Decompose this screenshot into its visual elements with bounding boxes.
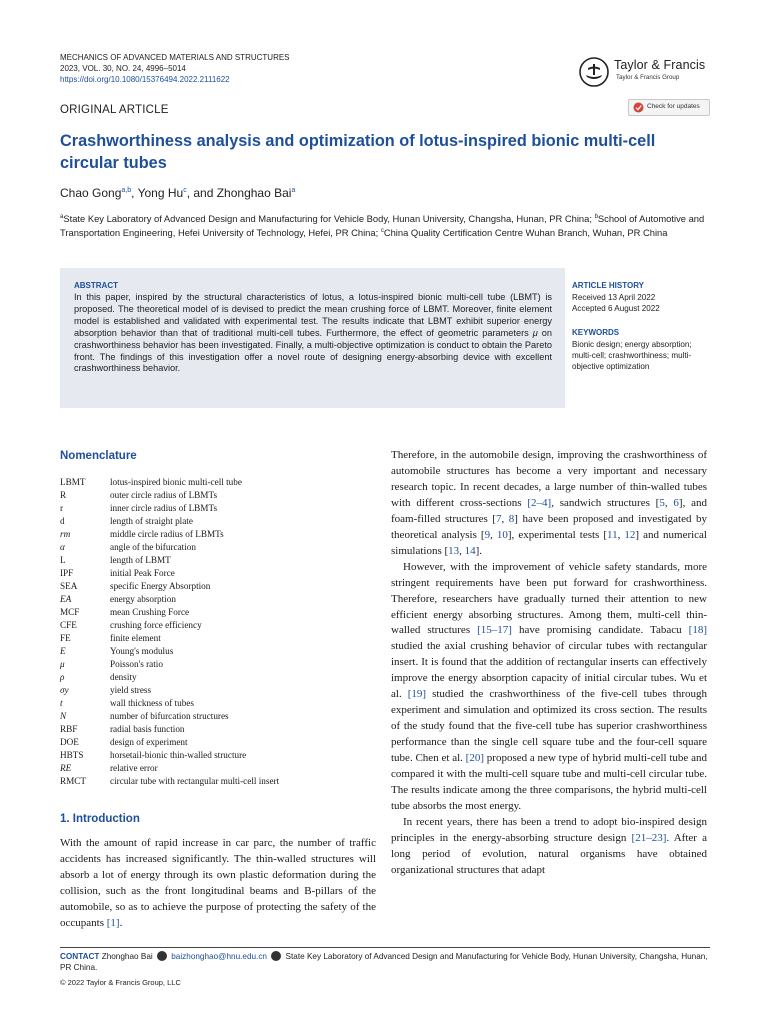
nomen-abbr: RMCT xyxy=(60,776,87,786)
citation-link[interactable]: [2–4] xyxy=(527,496,552,509)
citation-link[interactable]: 13 xyxy=(448,544,460,557)
citation-link[interactable]: 9 xyxy=(484,528,491,541)
nomenclature-row xyxy=(60,671,360,684)
body-text: , xyxy=(617,528,625,541)
nomen-abbr: L xyxy=(60,555,66,565)
footer-rule xyxy=(60,947,710,948)
nomen-def: length of straight plate xyxy=(110,516,193,526)
accepted-date: Accepted 6 August 2022 xyxy=(572,304,660,313)
address-icon xyxy=(271,951,281,961)
citation-link[interactable]: [18] xyxy=(688,624,707,637)
nomen-abbr: R xyxy=(60,490,67,500)
nomen-def: relative error xyxy=(110,763,158,773)
nomen-abbr: RBF xyxy=(60,724,78,734)
taylor-francis-logo-icon xyxy=(578,56,610,88)
citation-link[interactable]: 12 xyxy=(624,528,636,541)
nomen-def: crushing force efficiency xyxy=(110,620,202,630)
nomen-abbr: N xyxy=(60,711,67,721)
nomenclature-row xyxy=(60,528,360,541)
nomenclature-row xyxy=(60,580,360,593)
body-text: , xyxy=(664,496,674,509)
nomenclature-row xyxy=(60,736,360,749)
nomen-abbr: SEA xyxy=(60,581,78,591)
author-name[interactable]: Zhonghao Bai xyxy=(216,186,292,200)
nomen-def: wall thickness of tubes xyxy=(110,698,194,708)
body-text: studied the axial crushing behavior of circular tubes with rectangular insert. It is found that the addition of rectangular inserts can effectively improve the energy absorption capacity of initial circular tubes. Wu et al. xyxy=(391,640,707,701)
author-name[interactable]: Yong Hu xyxy=(137,186,184,200)
nomen-abbr: σy xyxy=(60,685,69,695)
body-text: Therefore, in the automobile design, improving the crashworthiness of automobile structures has become a very important and necessary research topic. In recent decades, a large number of thin-walled tubes with different cross-sections xyxy=(391,449,707,509)
nomen-def: yield stress xyxy=(110,685,152,695)
contact-email[interactable]: baizhonghao@hnu.edu.cn xyxy=(171,952,267,961)
nomen-def: length of LBMT xyxy=(110,555,171,565)
abstract-part: on crashworthiness behavior has been investigated. Finally, a multi-objective optimization is conduct to obtain the Pareto front. The findings of this investigation offer a novel route of designing energy-absorbing device with excellent crashworthiness behavior. xyxy=(74,327,552,374)
abstract-heading: ABSTRACT xyxy=(74,281,118,290)
publisher-group: Taylor & Francis Group xyxy=(616,74,680,81)
abstract-symbol: μ xyxy=(532,327,538,338)
nomen-def: radial basis function xyxy=(110,724,185,734)
citation-link[interactable]: [20] xyxy=(465,752,484,765)
nomenclature-row xyxy=(60,684,360,697)
nomen-abbr: MCF xyxy=(60,607,80,617)
publisher-name: Taylor & Francis xyxy=(614,58,706,72)
abstract-text xyxy=(74,292,552,375)
abstract-part: In this paper, inspired by the structural characteristics of lotus, a lotus-inspired bionic multi-cell tube (LBMT) is proposed. The theoretical model of is devised to predict the mean crushing force of LBMT. Moreover, finite element model is established and validated with experimental test. The results indicate that LBMT exhibit superior energy absorption behavior than that of traditional multi-cell tubes. Furthermore, the effect of geometric parameters xyxy=(74,292,552,338)
nomen-def: energy absorption xyxy=(110,594,176,604)
nomenclature-row xyxy=(60,723,360,736)
body-text: With the amount of rapid increase in car parc, the number of traffic accidents has increased significantly. The thin-walled structures will absorb a lot of energy through its own plastic deformation during the collision, such as the front longitudinal beams and B-pillars of the automobile, so as to achieve the purpose of protecting the safety of the occupants xyxy=(60,837,376,929)
check-updates-label: Check for updates xyxy=(647,103,700,110)
nomenclature-row xyxy=(60,658,360,671)
nomenclature-row xyxy=(60,775,360,788)
nomenclature-row xyxy=(60,515,360,528)
right-column-text xyxy=(391,448,707,879)
article-history-heading: ARTICLE HISTORY xyxy=(572,281,645,290)
nomen-abbr: LBMT xyxy=(60,477,86,487)
nomen-def: lotus-inspired bionic multi-cell tube xyxy=(110,477,242,487)
nomen-abbr: μ xyxy=(60,659,65,669)
nomenclature-heading: Nomenclature xyxy=(60,450,137,462)
citation-link[interactable]: 11 xyxy=(607,528,618,541)
introduction-heading: 1. Introduction xyxy=(60,813,140,825)
body-text: , xyxy=(459,544,465,557)
nomen-abbr: RE xyxy=(60,763,72,773)
author-separator: , xyxy=(131,186,138,200)
body-text: . After a long period of evolution, natural organisms have obtained organizational structures that adapt xyxy=(391,831,708,876)
affil-mark: c xyxy=(380,228,384,235)
nomenclature-row xyxy=(60,502,360,515)
contact-address: State Key Laboratory of Advanced Design and Manufacturing for Vehicle Body, Hunan University, Changsha, Hunan, PR China. xyxy=(60,952,708,972)
journal-info xyxy=(60,52,290,85)
nomen-def: middle circle radius of LBMTs xyxy=(110,529,224,539)
nomen-abbr: ρ xyxy=(60,672,65,682)
citation-link[interactable]: 7 xyxy=(495,512,502,525)
contact-name: Zhonghao Bai xyxy=(101,952,153,961)
nomenclature-row xyxy=(60,762,360,775)
nomen-def: finite element xyxy=(110,633,161,643)
nomenclature-row xyxy=(60,697,360,710)
citation-link[interactable]: [1] xyxy=(106,916,120,929)
affiliation-b: School of Automotive and Transportation Engineering, Hefei University of Technology, Hefei, PR China; xyxy=(60,213,705,239)
citation-link[interactable]: 10 xyxy=(496,528,508,541)
keywords-heading: KEYWORDS xyxy=(572,328,620,337)
nomen-abbr: EA xyxy=(60,594,72,604)
nomenclature-row xyxy=(60,541,360,554)
affiliations xyxy=(60,211,710,239)
nomenclature-row xyxy=(60,645,360,658)
body-text: ] and numerical simulations [ xyxy=(391,528,707,557)
nomen-def: specific Energy Absorption xyxy=(110,581,211,591)
nomen-def: density xyxy=(110,672,137,682)
citation-link[interactable]: 5 xyxy=(659,496,665,509)
body-text: studied the crashworthiness of the five-cell tubes through experiment and simulation and optimized its cross section. The results of the study found that the five-cell tube has superior crashworthiness performance than the single cell square tube and the four-cell square tube. Chen et al. xyxy=(391,688,707,765)
nomen-abbr: HBTS xyxy=(60,750,84,760)
doi-link[interactable]: https://doi.org/10.1080/15376494.2022.2111622 xyxy=(60,75,230,84)
nomenclature-row xyxy=(60,567,360,580)
nomen-abbr: d xyxy=(60,516,65,526)
body-text: proposed a new type of hybrid multi-cell tube and compared it with the multi-cell square tube and multi-cell circular tube. The results indicate among the three comparisons, the hybrid multi-cell tube absorbs the most energy. xyxy=(391,752,707,812)
nomenclature-row xyxy=(60,632,360,645)
nomen-def: horsetail-bionic thin-walled structure xyxy=(110,750,247,760)
nomen-def: number of bifurcation structures xyxy=(110,711,229,721)
author-affil-mark: c xyxy=(183,187,187,194)
body-text: ] have been proposed and investigated by theoretical analysis [ xyxy=(391,512,707,541)
citation-link[interactable]: 8 xyxy=(508,512,515,525)
affiliation-c: China Quality Certification Centre Wuhan Branch, Wuhan, PR China xyxy=(383,227,668,239)
check-updates-icon xyxy=(633,102,644,113)
nomen-abbr: E xyxy=(60,646,66,656)
introduction-text xyxy=(60,836,376,932)
citation-link[interactable]: [21–23] xyxy=(631,831,667,844)
nomen-def: Young's modulus xyxy=(110,646,174,656)
nomenclature-row xyxy=(60,749,360,762)
citation-link[interactable]: [19] xyxy=(407,688,427,701)
nomenclature-row xyxy=(60,606,360,619)
nomen-abbr: t xyxy=(60,698,63,708)
citation-link[interactable]: 6 xyxy=(673,496,679,509)
authors xyxy=(60,186,295,200)
author-affil-mark: a,b xyxy=(121,187,132,194)
nomen-abbr: DOE xyxy=(60,737,79,747)
nomen-def: outer circle radius of LBMTs xyxy=(110,490,218,500)
affil-mark: b xyxy=(594,214,598,220)
nomen-def: angle of the bifurcation xyxy=(110,542,196,552)
article-history xyxy=(572,292,712,314)
nomen-abbr: IPF xyxy=(60,568,74,578)
citation-link[interactable]: [15–17] xyxy=(477,624,512,637)
affil-mark: a xyxy=(60,214,64,220)
affiliation-a: State Key Laboratory of Advanced Design and Manufacturing for Vehicle Body, Hunan University, Changsha, Hunan, PR China; xyxy=(63,213,595,225)
nomen-abbr: r xyxy=(60,503,64,513)
body-text: ], and foam-filled structures [ xyxy=(391,496,708,525)
nomen-abbr: CFE xyxy=(60,620,77,630)
body-text: , sandwich structures [ xyxy=(551,496,660,509)
copyright: © 2022 Taylor & Francis Group, LLC xyxy=(60,978,181,987)
author-separator: , and xyxy=(186,186,217,200)
nomenclature-row xyxy=(60,619,360,632)
body-text: However, with the improvement of vehicle safety standards, more stringent requirements have been put forward for crashworthiness. Therefore, researchers have gradually turned their attention to new efficient energy absorbing structures. Among them, multi-cell thin-walled structures xyxy=(391,560,707,637)
nomen-abbr: α xyxy=(60,542,65,552)
nomen-def: Poisson's ratio xyxy=(110,659,163,669)
body-text: ], experimental tests [ xyxy=(507,528,608,541)
nomen-abbr: FE xyxy=(60,633,71,643)
nomenclature-row xyxy=(60,476,360,489)
nomen-def: initial Peak Force xyxy=(110,568,175,578)
body-text: , xyxy=(490,528,497,541)
nomenclature-row xyxy=(60,489,360,502)
nomenclature-list xyxy=(60,476,360,788)
citation-link[interactable]: 14 xyxy=(464,544,476,557)
nomenclature-row xyxy=(60,710,360,723)
nomen-def: inner circle radius of LBMTs xyxy=(110,503,218,513)
author-affil-mark: a xyxy=(291,187,296,194)
body-text: ]. xyxy=(475,544,483,557)
body-text: have promising candidate. Tabacu xyxy=(511,624,689,637)
nomenclature-row xyxy=(60,554,360,567)
article-type: ORIGINAL ARTICLE xyxy=(60,104,169,116)
body-text: In recent years, there has been a trend to adopt bio-inspired design principles in the energy-absorbing structure design xyxy=(391,815,707,844)
author-name[interactable]: Chao Gong xyxy=(60,186,122,200)
article-title: Crashworthiness analysis and optimization of lotus-inspired bionic multi-cell circular tubes xyxy=(60,132,656,172)
nomen-def: design of experiment xyxy=(110,737,188,747)
keywords-text: Bionic design; energy absorption; multi-cell; crashworthiness; multi-objective optimization xyxy=(572,340,692,371)
email-icon xyxy=(157,951,167,961)
nomen-def: circular tube with rectangular multi-cell insert xyxy=(110,776,280,786)
received-date: Received 13 April 2022 xyxy=(572,293,656,302)
check-for-updates-button[interactable] xyxy=(628,99,710,116)
nomenclature-row xyxy=(60,593,360,606)
contact-info xyxy=(60,951,710,973)
volume-info: 2023, VOL. 30, NO. 24, 4996–5014 xyxy=(60,64,186,73)
nomen-def: mean Crushing Force xyxy=(110,607,190,617)
contact-label: CONTACT xyxy=(60,952,100,961)
body-text: , xyxy=(501,512,509,525)
body-text: . xyxy=(119,916,123,929)
journal-name: MECHANICS OF ADVANCED MATERIALS AND STRUCTURES xyxy=(60,53,290,62)
nomen-abbr: rm xyxy=(60,529,71,539)
